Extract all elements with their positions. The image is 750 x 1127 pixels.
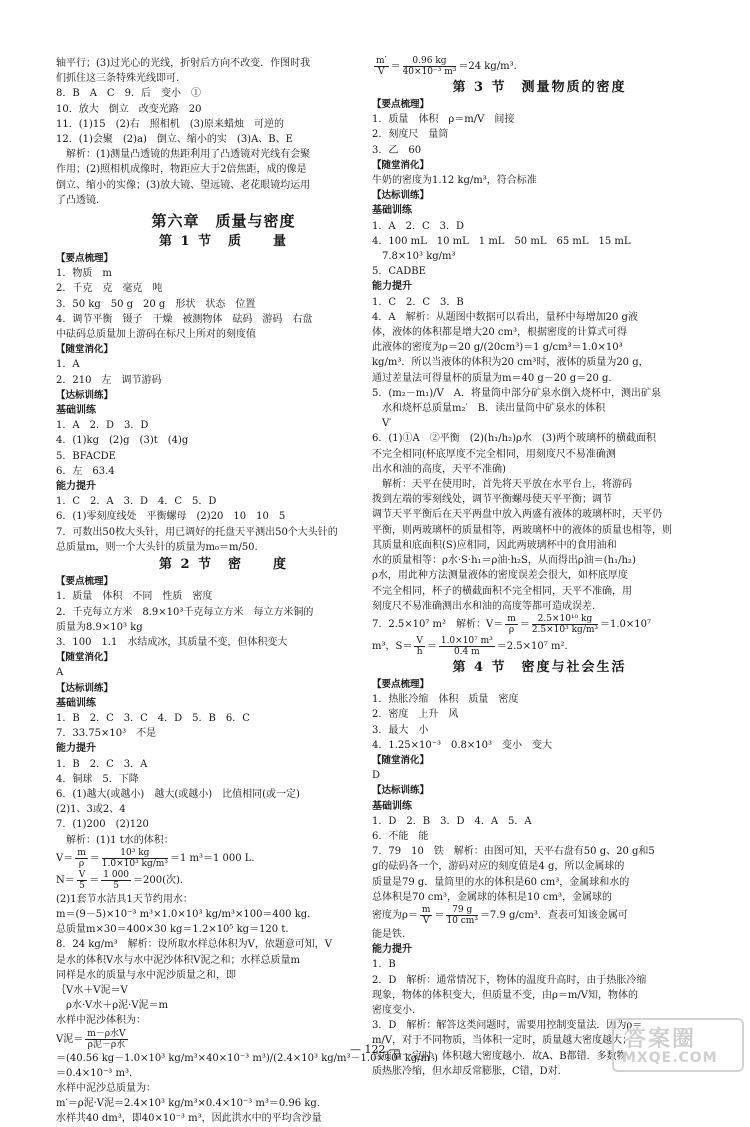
- fraction: [102, 848, 168, 869]
- fraction: [403, 56, 457, 77]
- text-line: ｛V水＋V泥＝V: [56, 984, 128, 996]
- text-line: 2．D 解析：通常情况下，物体的温度升高时，由于热胀冷缩: [372, 974, 647, 986]
- text-line: D: [372, 770, 381, 782]
- formula-equals: ＝: [519, 618, 530, 630]
- text-line: 3．乙 60: [372, 144, 422, 156]
- section-title: 第 1 节 质 量: [158, 234, 289, 250]
- text-line: ρ水·V水＋ρ泥·V泥＝m: [56, 1000, 169, 1012]
- numerator: m′: [376, 56, 387, 66]
- text-line: 7．79 10 铁 解析：由图可知，天平右盘有50 g、20 g和5: [372, 846, 655, 858]
- text-line: 水样中泥沙总质量为：: [56, 1082, 156, 1094]
- text-line: 总体积是70 cm³，金属球的体积是10 cm³，金属球的: [372, 891, 612, 903]
- text-line: 密度变小.: [372, 1004, 416, 1016]
- formula-line: [372, 905, 707, 927]
- denominator: ρ泥－ρ水: [87, 1039, 126, 1050]
- text-line: 7．可数出50枚大头针，用已调好的托盘天平测出50个大头针的: [56, 526, 338, 538]
- text-line: 1．热胀冷缩 体积 质量 密度: [372, 694, 519, 706]
- section-title: 第 4 节 密度与社会生活: [452, 659, 627, 675]
- text-line: 1．A 2．C 3．D: [372, 220, 464, 232]
- numerator: m: [421, 904, 431, 915]
- text-line: 6．左 63.4: [56, 465, 115, 477]
- subsection-label: 能力提升: [372, 281, 412, 293]
- numerator: 1 000: [103, 869, 130, 880]
- text-line: 平衡，则两玻璃杯的质量相等，两玻璃杯中的液体的质量也相等，则: [372, 524, 672, 536]
- text-line: 其质量和底面积(S)应相同，因此两玻璃杯中的食用油和: [372, 539, 617, 551]
- text-line: 5．(m₂－m₁)/V A．将量筒中部分矿泉水倒入烧杯中，测出矿泉: [372, 387, 661, 399]
- subsection-label: 能力提升: [56, 481, 96, 493]
- denominator: 0.4 m: [453, 646, 480, 657]
- formula-suffix: ＝1 m³＝1 000 L.: [169, 852, 255, 864]
- text-line: 牛奶的密度为1.12 kg/m³，符合标准: [372, 175, 537, 187]
- text-line: 同样是水的质量与水中泥沙质量之和，即: [56, 969, 236, 981]
- section-header: 【达标训练】: [372, 785, 430, 797]
- text-line: 质量是79 g．量筒里的水的体积是60 cm³，金属球和水的: [372, 876, 630, 888]
- text-line: 能是铁.: [372, 928, 406, 940]
- numerator: 0.96 kg: [403, 56, 457, 67]
- formula-prefix: V＝: [56, 852, 74, 864]
- text-line: 是水的体积V水与水中泥沙体积V泥之和；水样总质量m: [56, 954, 300, 966]
- text-line: 10．放大 倒立 改变光路 20: [56, 103, 202, 115]
- section-header: 【达标训练】: [56, 682, 114, 694]
- text-line: 解析：(1)1 t水的体积：: [56, 834, 174, 846]
- watermark-logo: [612, 1018, 744, 1072]
- text-line: 轴平行；(3)过光心的光线，折射后方向不改变．作图时我: [56, 58, 311, 69]
- text-line: 了凸透镜.: [56, 194, 100, 206]
- fraction: [374, 56, 389, 77]
- fraction: [414, 636, 425, 657]
- text-line: 7.8×10³ kg/m³: [372, 251, 456, 263]
- text-line: 此液体的密度为ρ＝20 g/(20cm³)＝1 g/cm³＝1.0×10³: [372, 342, 623, 354]
- formula-prefix: 7．2.5×10⁷ m² 解析：V＝: [372, 618, 504, 630]
- formula-equals: ＝: [390, 61, 401, 72]
- formula-line: [372, 614, 707, 636]
- formula-suffix: ＝7.9 g/cm³．查表可知该金属可: [479, 909, 628, 921]
- formula-suffix: ＝2.5×10⁷ m².: [496, 640, 568, 652]
- text-line: 现象，物体的体积变大，但质量不变，由ρ＝m/V知，物体的: [372, 989, 638, 1001]
- fraction: [532, 614, 598, 635]
- text-line: 们抓住这三条特殊光线即可.: [56, 73, 180, 85]
- formula-line: [372, 56, 707, 78]
- subsection-label: 基础训练: [372, 800, 412, 812]
- right-column: [372, 56, 707, 1079]
- text-line: 4．调节平衡 镊子 干燥 被测物体 砝码 游码 右盘: [56, 313, 313, 325]
- text-line: 水的质量相等：ρ水·S·h₁＝ρ油·h₂S，从而得出ρ油＝(h₁/h₂): [372, 555, 636, 567]
- numerator: m: [507, 613, 516, 624]
- formula-suffix: ＝200(次).: [133, 874, 184, 886]
- denominator: 40×10⁻³ m³: [402, 67, 457, 77]
- section-header: 【要点梳理】: [372, 99, 430, 110]
- text-line: 中砝码总质量加上游码在标尺上所对的刻度值: [56, 329, 256, 341]
- text-line: 1．A 2．D 3．D: [56, 420, 149, 432]
- denominator: 1.0×10³ kg/m³: [101, 858, 168, 869]
- fraction: [420, 905, 433, 926]
- text-line: A: [56, 667, 64, 679]
- text-line: 1．物质 m: [56, 268, 112, 280]
- text-line: 质量为8.9×10³ kg: [56, 621, 143, 633]
- numerator: 1.0×10⁷ m³: [440, 635, 493, 646]
- formula-line: [372, 636, 707, 658]
- text-line: 作用；(2)照相机成像时，物距应大于2倍焦距，成的像是: [56, 164, 307, 176]
- formula-prefix: V泥＝: [56, 1033, 84, 1045]
- watermark-text: 答案圈: [624, 1027, 697, 1052]
- denominator: 5: [113, 880, 119, 891]
- formula-equals: ＝: [89, 874, 100, 886]
- section-header: 【随堂消化】: [56, 652, 114, 664]
- formula-suffix: ＝24 kg/m³.: [458, 61, 517, 72]
- text-line: 当质量一定时，体积越大密度越小．故A、B都错．多数物: [372, 1050, 627, 1062]
- denominator: 10 cm³: [446, 915, 478, 926]
- numerator: 79 g: [446, 905, 478, 916]
- text-line: 11．(1)15 (2)右 照相机 (3)原来蜡烛 可逆的: [56, 118, 284, 130]
- text-line: 水样中泥沙体积为：: [56, 1015, 146, 1027]
- formula-prefix: m³，S＝: [372, 640, 413, 652]
- section-header: 【达标训练】: [372, 190, 430, 202]
- subsection-label: 能力提升: [372, 944, 412, 956]
- section-header: 【要点梳理】: [56, 253, 114, 265]
- text-line: ρ水，用此种方法测量液体的密度误差会很大，如杯底厚度: [372, 570, 628, 582]
- formula-equals: ＝: [434, 909, 445, 921]
- subsection-label: 基础训练: [372, 205, 412, 217]
- formula-prefix: 密度为ρ＝: [372, 909, 418, 921]
- text-line: 2．千克 克 毫克 吨: [56, 283, 163, 295]
- formula-line: [56, 848, 391, 870]
- section-header: 【随堂消化】: [56, 344, 114, 356]
- numerator: 2.5×10¹⁰ kg: [532, 614, 598, 625]
- section-header: 【达标训练】: [56, 389, 114, 401]
- text-line: 6．(1)零刻度线处 平衡螺母 (2)20 10 10 5: [56, 511, 286, 523]
- text-line: 质热胀冷缩，但水却反常膨胀，C错，D对.: [372, 1065, 561, 1077]
- subsection-label: 基础训练: [56, 405, 96, 417]
- numerator: m－ρ水V: [87, 1028, 126, 1039]
- text-line: 不完全相同，杯子的横截面积不完全相同，天平不准确，用: [372, 585, 632, 597]
- text-line: 2．密度 上升 风: [372, 709, 459, 721]
- text-line: 8．24 kg/m³ 解析：设所取水样总体积为V，依题意可知，V: [56, 939, 333, 951]
- formula-line: [56, 870, 391, 892]
- text-line: 3．D 解析：解答这类问题时，需要用控制变量法．因为ρ＝: [372, 1020, 643, 1032]
- fraction: [75, 848, 88, 869]
- text-line: g的砝码各一个，游码对应的刻度值是4 g，所以金属球的: [372, 861, 625, 873]
- denominator: 2.5×10³ kg/m³: [531, 624, 598, 635]
- text-line: 总质量m，则一个大头针的质量为m₀＝m/50.: [56, 541, 258, 553]
- text-line: 3．50 kg 50 g 20 g 形状 状态 位置: [56, 298, 256, 310]
- fraction: [505, 614, 518, 635]
- text-line: 总质量m×30＝400×30 kg＝1.2×10⁵ kg＝120 t.: [56, 924, 289, 936]
- text-line: 1．B: [372, 959, 396, 971]
- text-line: 2．刻度尺 量筒: [372, 129, 449, 141]
- denominator: ρ: [508, 624, 515, 635]
- text-line: 刻度尺不易准确测出水和油的高度等都可造成误差.: [372, 600, 596, 612]
- text-line: 体，液体的体积都是增大20 cm³，根据密度的计算式可得: [372, 327, 627, 339]
- fraction: [77, 870, 88, 891]
- text-line: 8．B A C 9．后 变小 ①: [56, 88, 201, 100]
- chapter-title: 第六章 质量与密度: [151, 212, 296, 231]
- text-line: 1．质量 体积 不同 性质 密度: [56, 591, 213, 603]
- text-line: 4．(1)kg (2)g (3)t (4)g: [56, 435, 189, 447]
- formula-equals: ＝: [89, 852, 100, 864]
- text-line: 3．最大 小: [372, 724, 429, 736]
- denominator: V: [378, 67, 385, 77]
- numerator: V: [78, 869, 86, 880]
- section-title: 第 2 节 密 度: [158, 557, 289, 573]
- text-line: 12．(1)会聚 (2)a) 倒立、缩小的实 (3)A、B、E: [56, 134, 293, 146]
- text-line: (2)1套节水洁具1天节约用水：: [56, 893, 193, 905]
- denominator: 5: [79, 880, 85, 891]
- text-line: (2)1、3或2、4: [56, 804, 126, 816]
- text-line: ＝(40.56 kg－1.0×10³ kg/m³×40×10⁻³ m³)/(2.4×10³ kg/m³－1.0×10³ kg/m³): [56, 1052, 438, 1064]
- text-line: 通过差量法可得量杯的质量为m＝40 g－20 g＝20 g.: [372, 372, 612, 384]
- text-line: 拨到左端的零刻线处，调节平衡螺母使天平平衡；调节: [372, 494, 612, 506]
- formula-suffix: ＝1.0×10⁷: [600, 618, 652, 630]
- numerator: 10³ kg: [102, 848, 168, 859]
- text-line: 4．100 mL 10 mL 1 mL 50 mL 65 mL 15 mL: [372, 235, 631, 247]
- text-line: 4．铜球 5．下降: [56, 773, 139, 785]
- text-line: 1．B 2．C 3．A: [56, 758, 148, 770]
- text-line: 5．BFACDE: [56, 450, 116, 462]
- page-number: — 122 —: [350, 1043, 400, 1056]
- text-line: V′: [372, 418, 392, 430]
- text-line: 1．A: [56, 359, 80, 371]
- text-line: 1．D 2．B 3．D 4．A 5．A: [372, 815, 532, 827]
- text-line: 调节天平平衡后在天平两盘中放入两盛有液体的玻璃杯时，天平仍: [372, 509, 662, 521]
- fraction: [446, 905, 478, 926]
- watermark-url: MXQE.COM: [622, 1050, 718, 1066]
- denominator: V: [422, 915, 430, 926]
- formula-equals: ＝: [426, 640, 437, 652]
- text-line: 7．(1)200 (2)120: [56, 819, 149, 831]
- fraction: [439, 636, 495, 657]
- subsection-label: 基础训练: [56, 697, 96, 709]
- text-line: 1．B 2．C 3．C 4．D 5．B 6．C: [56, 712, 250, 724]
- numerator: V: [416, 635, 423, 646]
- text-line: 7．33.75×10³ 不是: [56, 728, 157, 740]
- section-header: 【随堂消化】: [372, 754, 430, 766]
- text-line: 2．千克每立方米 8.9×10³千克每立方米 每立方米铜的: [56, 606, 314, 618]
- text-line: 1．C 2．C 3．B: [372, 296, 464, 308]
- text-line: m＝(9－5)×10⁻³ m³×1.0×10³ kg/m³×100＝400 kg.: [56, 908, 311, 920]
- text-line: 解析：天平在使用时，首先将天平放在水平台上，将游码: [372, 479, 632, 491]
- text-line: 6．(1)①A ②平衡 (2)(h₁/h₂)ρ水 (3)两个玻璃杯的横截面积: [372, 433, 657, 445]
- text-line: m′＝ρ泥·V泥＝2.4×10³ kg/m³×0.4×10⁻³ m³＝0.96 kg.: [56, 1098, 320, 1110]
- text-line: 不完全相同(杯底厚度不完全相同，用刻度尺不易准确测: [372, 448, 616, 460]
- section-header: 【随堂消化】: [372, 159, 430, 171]
- text-line: 倒立、缩小的实像；(3)放大镜、望远镜、老花眼镜均运用: [56, 179, 311, 191]
- text-line: m/V，对于不同物质，当体积一定时，质量越大密度越大；: [372, 1035, 633, 1047]
- formula-prefix: N＝: [56, 874, 75, 886]
- denominator: ρ: [78, 858, 85, 869]
- text-line: 水样共40 dm³，即40×10⁻³ m³，因此洪水中的平均含沙量: [56, 1113, 322, 1125]
- text-line: 水和烧杯总质量m₂′ B．读出量筒中矿泉水的体积: [372, 403, 606, 415]
- text-line: kg/m³．所以当液体的体积为20 cm³时，液体的质量为20 g，: [372, 357, 649, 369]
- text-line: 3．100 1.1 水结成冰，其质量不变，但体积变大: [56, 636, 288, 648]
- text-line: 1．质量 体积 ρ＝m/V 间接: [372, 114, 515, 126]
- section-header: 【要点梳理】: [372, 678, 430, 690]
- section-header: 【要点梳理】: [56, 576, 114, 588]
- text-line: 4．1.25×10⁻³ 0.8×10³ 变小 变大: [372, 739, 553, 751]
- text-line: 6．不能 能: [372, 830, 429, 842]
- text-line: ＝0.4×10⁻³ m³.: [56, 1067, 133, 1079]
- text-line: 1．C 2．A 3．D 4．C 5．D: [56, 496, 217, 508]
- subsection-label: 能力提升: [56, 743, 96, 755]
- section-title: 第 3 节 测量物质的密度: [452, 80, 627, 95]
- text-line: 6．(1)越大(或越小) 越大(或越小) 比值相同(或一定): [56, 788, 300, 800]
- text-line: 解析：(1)测量凸透镜的焦距利用了凸透镜对光线有会聚: [56, 149, 311, 161]
- denominator: h: [416, 646, 423, 657]
- text-line: 出水和油的高度，天平不准确): [372, 463, 506, 475]
- text-line: 5．CADBE: [372, 266, 426, 278]
- fraction: [101, 870, 131, 891]
- text-line: 4．A 解析：从题图中数据可以看出，量杯中每增加20 g液: [372, 311, 638, 323]
- text-line: 2．210 左 调节游码: [56, 374, 162, 386]
- numerator: m: [77, 847, 86, 858]
